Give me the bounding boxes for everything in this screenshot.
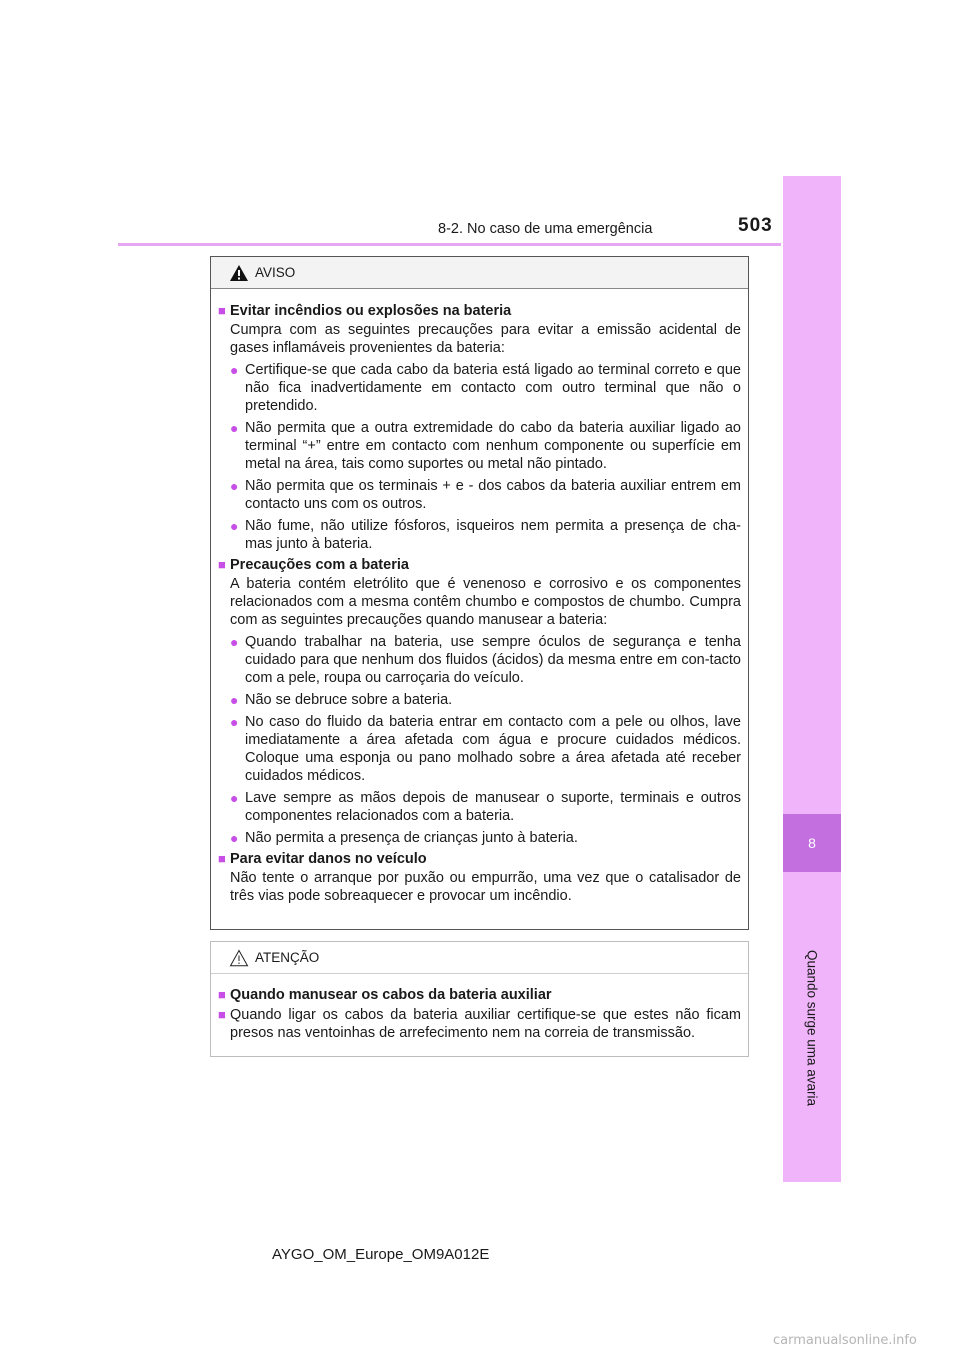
section-heading: ■ Para evitar danos no veículo xyxy=(218,851,427,867)
watermark: carmanualsonline.info xyxy=(773,1333,917,1348)
list-item: ● Quando trabalhar na bateria, use sempre óculos de segurança e tenha cuidado para que nenhum dos fluidos (ácidos) da mesma entre em con-tacto com a pele, roupa ou carroçaria do veículo. xyxy=(230,634,741,686)
circle-bullet-icon: ● xyxy=(230,692,239,708)
list-item: ● Não fume, não utilize fósforos, isqueiros nem permita a presença de cha-mas junto à bateria. xyxy=(230,518,741,552)
caution-header xyxy=(211,942,748,974)
list-item: ● Não se debruce sobre a bateria. xyxy=(230,692,453,708)
page-number: 503 xyxy=(738,215,773,236)
warning-box xyxy=(210,256,749,930)
circle-bullet-icon: ● xyxy=(230,790,239,806)
caution-text: ■ Quando ligar os cabos da bateria auxiliar certifique-se que estes não ficam presos nas ventoinhas de arrefecimento nem na correia de transmissão. xyxy=(218,1007,741,1041)
header-rule xyxy=(118,243,781,246)
circle-bullet-icon: ● xyxy=(230,518,239,534)
square-bullet-icon: ■ xyxy=(218,303,226,318)
circle-bullet-icon: ● xyxy=(230,634,239,650)
side-tab-number: 8 xyxy=(783,814,841,872)
warning-triangle-icon xyxy=(229,264,249,282)
square-bullet-icon: ■ xyxy=(218,851,226,866)
square-bullet-icon: ■ xyxy=(218,1007,226,1022)
warning-header xyxy=(211,257,748,289)
section-intro: Cumpra com as seguintes precauções para evitar a emissão acidental de gases inflamáveis provenientes da bateria: xyxy=(230,322,741,356)
circle-bullet-icon: ● xyxy=(230,714,239,730)
circle-bullet-icon: ● xyxy=(230,420,239,436)
caution-triangle-icon xyxy=(229,949,249,967)
list-item: ● Não permita a presença de crianças junto à bateria. xyxy=(230,830,578,846)
circle-bullet-icon: ● xyxy=(230,478,239,494)
warning-body xyxy=(211,289,748,905)
section-heading: ■ Evitar incêndios ou explosões na bateria xyxy=(218,303,512,319)
caution-title: ATENÇÃO xyxy=(255,950,320,965)
square-bullet-icon: ■ xyxy=(218,987,226,1002)
square-bullet-icon: ■ xyxy=(218,557,226,572)
caution-box xyxy=(210,941,749,1057)
list-item: ● Não permita que a outra extremidade do cabo da bateria auxiliar ligado ao terminal “+” entre em contacto com nenhum componente ou superfície em metal na área, tais como suportes ou metal não pintado. xyxy=(230,420,741,472)
list-item: ● Não permita que os terminais + e - dos cabos da bateria auxiliar entrem em contacto uns com os outros. xyxy=(230,478,741,512)
section-heading: ■ Precauções com a bateria xyxy=(218,557,409,573)
section-heading: ■ Quando manusear os cabos da bateria auxiliar xyxy=(218,987,552,1003)
warning-title: AVISO xyxy=(255,265,296,280)
section-intro: Não tente o arranque por puxão ou empurrão, uma vez que o catalisador de três vias pode sobreaquecer e provocar um incêndio. xyxy=(230,870,741,904)
list-item: ● Certifique-se que cada cabo da bateria está ligado ao terminal correto e que não fica inadvertidamente em contacto com outro terminal que não o pretendido. xyxy=(230,362,741,414)
list-item: ● Lave sempre as mãos depois de manusear o suporte, terminais e outros componentes relacionados com a bateria. xyxy=(230,790,741,824)
side-tab-title: Quando surge uma avaria xyxy=(804,949,820,1107)
section-intro: A bateria contém eletrólito que é venenoso e corrosivo e os componentes relacionados com a mesma contêm chumbo e compostos de chumbo. Cumpra com as seguintes precauções quando manusear a bateria: xyxy=(230,576,741,628)
circle-bullet-icon: ● xyxy=(230,362,239,378)
caution-body xyxy=(211,974,748,1042)
list-item: ● No caso do fluido da bateria entrar em contacto com a pele ou olhos, lave imediatamente a área afetada com água e procure cuidados médicos. Coloque uma esponja ou pano molhado sobre a área afetada até receber cuidados médicos. xyxy=(230,714,741,784)
header-section-title: 8-2. No caso de uma emergência xyxy=(438,221,653,237)
document-code: AYGO_OM_Europe_OM9A012E xyxy=(272,1246,490,1263)
circle-bullet-icon: ● xyxy=(230,830,239,846)
